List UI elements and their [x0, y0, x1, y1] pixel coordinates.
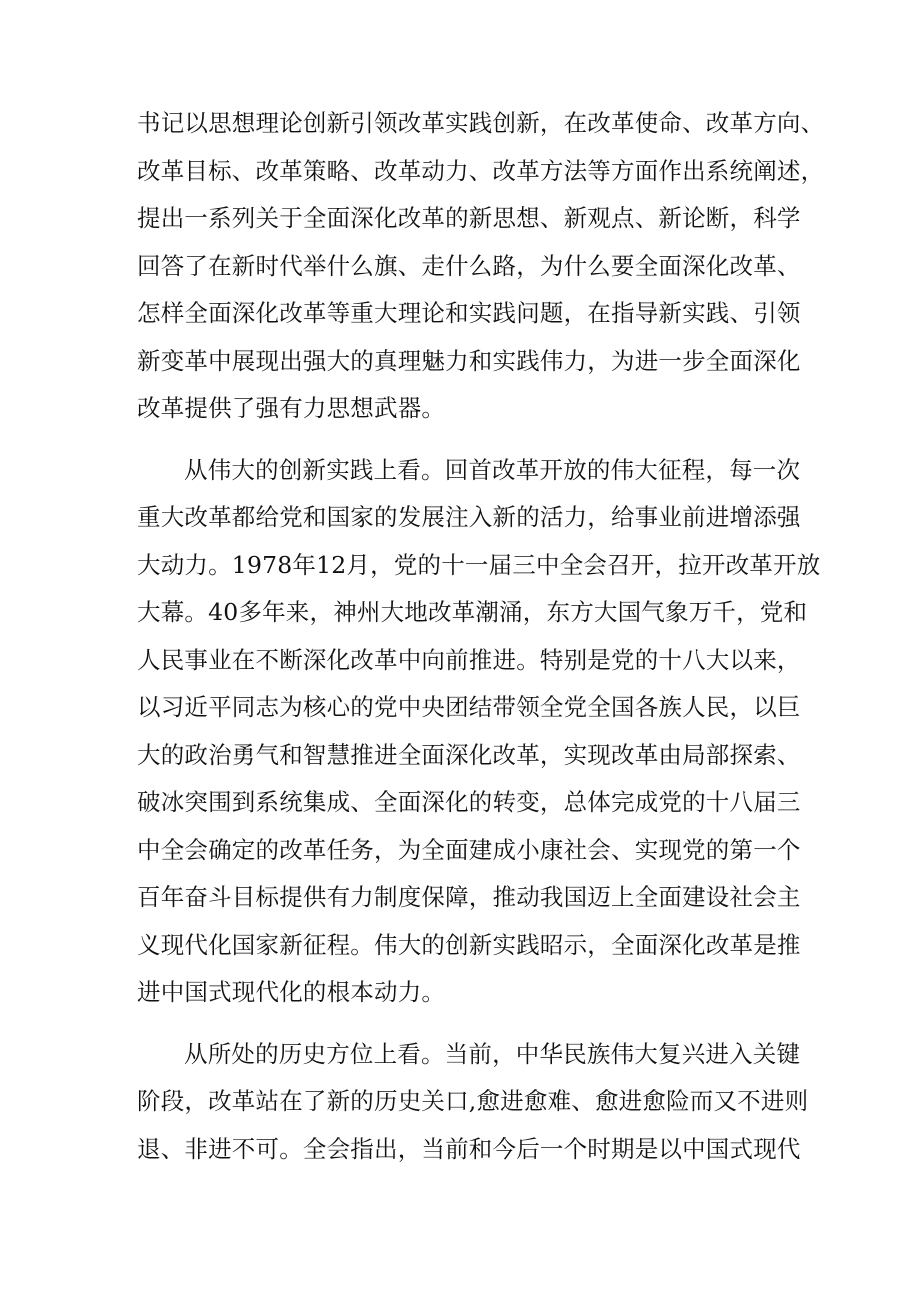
document-body — [137, 100, 825, 1173]
text-line: 书记以思想理论创新引领改革实践创新，在改革使命、改革方向、 — [137, 109, 825, 137]
text-line-indented: 从所处的历史方位上看。当前，中华民族伟大复兴进入关键 — [184, 1039, 801, 1068]
text-line: 重大改革都给党和国家的发展注入新的活力，给事业前进增添强 — [137, 503, 801, 531]
text-line: 中全会确定的改革任务，为全面建成小康社会、实现党的第一个 — [137, 835, 801, 864]
text-line: 新变革中展现出强大的真理魅力和实践伟力，为进一步全面深化 — [137, 346, 801, 375]
text-line: 百年奋斗目标提供有力制度保障，推动我国迈上全面建设社会主 — [137, 883, 801, 911]
text-line: 改革目标、改革策略、改革动力、改革方法等方面作出系统阐述， — [137, 156, 825, 185]
text-line: 大的政治勇气和智慧推进全面深化改革，实现改革由局部探索、 — [137, 740, 801, 769]
text-line: 怎样全面深化改革等重大理论和实践问题，在指导新实践、引领 — [137, 299, 801, 327]
paragraph-2 — [137, 447, 821, 1017]
text-line: 义现代化国家新征程。伟大的创新实践昭示，全面深化改革是推 — [137, 930, 801, 959]
text-line: 阶段，改革站在了新的历史关口,愈进愈难、愈进愈险而又不进则 — [137, 1087, 809, 1115]
text-line: 改革提供了强有力思想武器。 — [137, 394, 446, 422]
text-line: 回答了在新时代举什么旗、走什么路，为什么要全面深化改革、 — [137, 251, 801, 280]
text-line: 退、非进不可。全会指出，当前和今后一个时期是以中国式现代 — [137, 1134, 801, 1163]
text-line: 进中国式现代化的根本动力。 — [137, 978, 446, 1006]
text-line: 大动力。1978年12月，党的十一届三中全会召开，拉开改革开放 — [137, 550, 821, 579]
paragraph-1 — [137, 100, 825, 433]
text-line: 以习近平同志为核心的党中央团结带领全党全国各族人民，以巨 — [137, 693, 801, 721]
text-line: 提出一系列关于全面深化改革的新思想、新观点、新论断，科学 — [137, 204, 801, 232]
paragraph-3 — [137, 1031, 809, 1174]
text-line: 人民事业在不断深化改革中向前推进。特别是党的十八大以来， — [137, 645, 801, 674]
text-line: 破冰突围到系统集成、全面深化的转变，总体完成党的十八届三 — [137, 788, 801, 816]
text-line: 大幕。40多年来，神州大地改革潮涌，东方大国气象万千，党和 — [137, 598, 808, 626]
text-line-indented: 从伟大的创新实践上看。回首改革开放的伟大征程，每一次 — [184, 455, 801, 484]
